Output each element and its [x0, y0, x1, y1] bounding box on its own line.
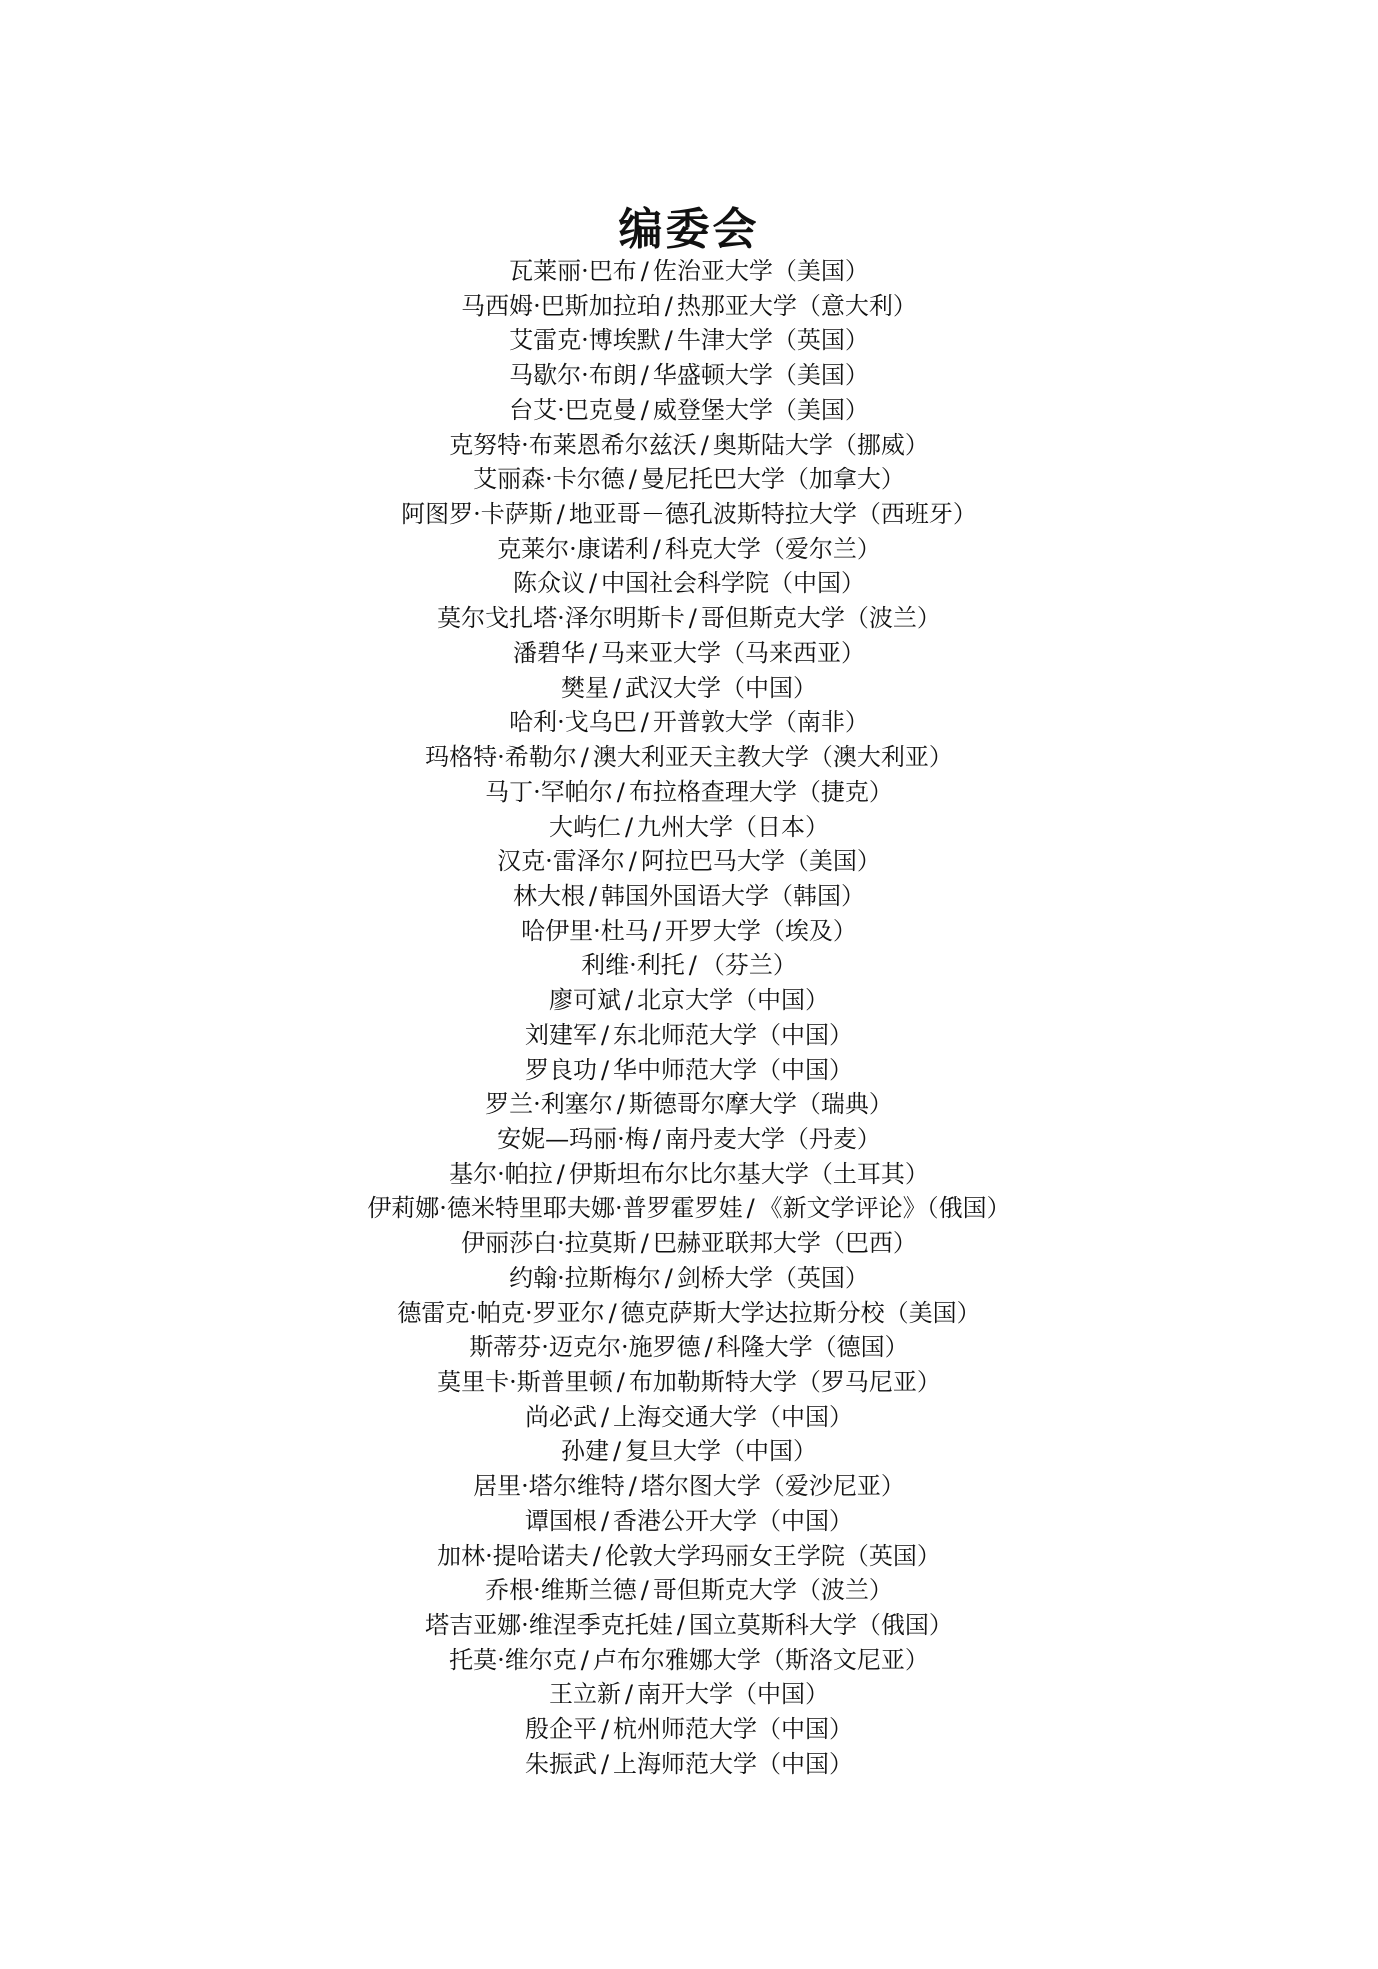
- member-affiliation: 澳大利亚天主教大学（澳大利亚）: [592, 743, 953, 772]
- member-name: 台艾·巴克曼: [509, 395, 637, 424]
- list-item: [0, 1608, 1378, 1643]
- member-name: 莫尔戈扎塔·泽尔明斯卡: [437, 604, 685, 633]
- member-name: 加林·提哈诺夫: [437, 1541, 589, 1570]
- member-affiliation: 剑桥大学（英国）: [676, 1263, 869, 1292]
- member-name: 罗兰·利塞尔: [485, 1090, 613, 1119]
- separator: /: [664, 291, 673, 320]
- member-affiliation: 奥斯陆大学（挪威）: [712, 430, 929, 459]
- list-item: [0, 1261, 1378, 1296]
- list-item: [0, 566, 1378, 601]
- separator: /: [676, 1611, 685, 1640]
- list-item: [0, 1677, 1378, 1712]
- member-affiliation: 武汉大学（中国）: [625, 673, 818, 702]
- member-name: 哈伊里·杜马: [521, 916, 649, 945]
- separator: /: [640, 257, 649, 285]
- list-item: [0, 1573, 1378, 1608]
- list-item: [0, 358, 1378, 393]
- list-item: [0, 1643, 1378, 1678]
- separator: /: [588, 881, 598, 910]
- member-name: 殷企平: [524, 1715, 597, 1744]
- member-affiliation: 伦敦大学玛丽女王学院（英国）: [604, 1541, 941, 1570]
- member-affiliation: 布加勒斯特大学（罗马尼亚）: [628, 1368, 941, 1396]
- separator: /: [640, 1229, 649, 1258]
- separator: /: [664, 326, 673, 355]
- list-item: [0, 775, 1378, 810]
- member-affiliation: 科隆大学（德国）: [716, 1333, 909, 1362]
- member-affiliation: 巴赫亚联邦大学（巴西）: [652, 1229, 917, 1258]
- member-name: 马歇尔·布朗: [509, 361, 637, 390]
- member-affiliation: 南丹麦大学（丹麦）: [664, 1124, 881, 1153]
- list-item: [0, 497, 1378, 532]
- member-affiliation: 斯德哥尔摩大学（瑞典）: [628, 1090, 893, 1119]
- member-name: 约翰·拉斯梅尔: [509, 1263, 661, 1292]
- separator: /: [664, 1263, 673, 1292]
- list-item: [0, 289, 1378, 324]
- separator: /: [556, 1159, 565, 1188]
- member-affiliation: 国立莫斯科大学（俄国）: [688, 1611, 953, 1640]
- member-name: 克莱尔·康诺利: [497, 534, 649, 563]
- list-item: [0, 844, 1378, 879]
- member-name: 马西姆·巴斯加拉珀: [461, 291, 661, 320]
- member-name: 谭国根: [524, 1506, 597, 1535]
- member-name: 瓦莱丽·巴布: [509, 257, 637, 285]
- member-affiliation: 德克萨斯大学达拉斯分校（美国）: [620, 1298, 981, 1327]
- member-affiliation: 曼尼托巴大学（加拿大）: [640, 465, 905, 494]
- list-item: [0, 254, 1378, 289]
- list-item: [0, 1712, 1378, 1747]
- member-affiliation: 复旦大学（中国）: [625, 1437, 818, 1466]
- list-item: [0, 1053, 1378, 1088]
- member-name: 克努特·布莱恩希尔兹沃: [449, 430, 697, 459]
- separator: /: [624, 1680, 634, 1709]
- separator: /: [688, 604, 697, 633]
- list-item: [0, 462, 1378, 497]
- separator: /: [556, 500, 565, 529]
- list-item: [0, 1087, 1378, 1122]
- separator: /: [704, 1333, 713, 1362]
- member-affiliation: 东北师范大学（中国）: [613, 1020, 854, 1049]
- list-item: [0, 1539, 1378, 1574]
- member-affiliation: 布拉格查理大学（捷克）: [628, 777, 893, 806]
- separator: /: [588, 638, 598, 667]
- member-name: 托莫·维尔克: [449, 1645, 577, 1674]
- list-item: [0, 1122, 1378, 1157]
- list-item: [0, 1330, 1378, 1365]
- separator: /: [608, 1298, 617, 1327]
- separator: /: [628, 465, 637, 494]
- member-name: 陈众议: [512, 569, 585, 598]
- member-name: 樊星: [560, 673, 609, 702]
- member-name: 廖可斌: [548, 986, 621, 1015]
- list-item: [0, 1469, 1378, 1504]
- member-affiliation: 华中师范大学（中国）: [613, 1055, 854, 1084]
- member-name: 王立新: [548, 1680, 621, 1709]
- editorial-board-list: [0, 254, 1378, 1782]
- separator: /: [600, 1506, 610, 1535]
- list-item: [0, 1400, 1378, 1435]
- list-item: [0, 914, 1378, 949]
- member-name: 利维·利托: [581, 951, 685, 980]
- separator: /: [640, 1576, 649, 1605]
- list-item: [0, 393, 1378, 428]
- member-affiliation: 马来亚大学（马来西亚）: [601, 638, 866, 667]
- member-affiliation: 开罗大学（埃及）: [664, 916, 857, 945]
- member-name: 伊莉娜·德米特里耶夫娜·普罗霍罗娃: [367, 1194, 743, 1223]
- member-affiliation: 北京大学（中国）: [637, 986, 830, 1015]
- member-name: 汉克·雷泽尔: [497, 847, 625, 876]
- member-affiliation: 卢布尔雅娜大学（斯洛文尼亚）: [592, 1645, 929, 1674]
- separator: /: [628, 1472, 637, 1501]
- member-name: 大屿仁: [548, 812, 621, 841]
- list-item: [0, 601, 1378, 636]
- list-item: [0, 532, 1378, 567]
- list-item: [0, 705, 1378, 740]
- member-name: 尚必武: [524, 1402, 597, 1431]
- separator: /: [616, 1090, 625, 1119]
- member-name: 乔根·维斯兰德: [485, 1576, 637, 1605]
- member-affiliation: 南开大学（中国）: [637, 1680, 830, 1709]
- member-name: 塔吉亚娜·维涅季克托娃: [425, 1611, 673, 1640]
- separator: /: [580, 743, 589, 772]
- separator: /: [652, 1124, 661, 1153]
- separator: /: [652, 916, 661, 945]
- separator: /: [640, 708, 649, 737]
- separator: /: [600, 1715, 610, 1744]
- member-affiliation: 地亚哥－德孔波斯特拉大学（西班牙）: [568, 500, 977, 529]
- member-affiliation: 伊斯坦布尔比尔基大学（土耳其）: [568, 1159, 929, 1188]
- separator: /: [640, 395, 649, 424]
- member-affiliation: 哥但斯克大学（波兰）: [652, 1576, 893, 1605]
- list-item: [0, 1365, 1378, 1400]
- member-name: 潘碧华: [512, 638, 585, 667]
- member-affiliation: 香港公开大学（中国）: [613, 1506, 854, 1535]
- list-item: [0, 428, 1378, 463]
- separator: /: [652, 534, 661, 563]
- list-item: [0, 1296, 1378, 1331]
- member-affiliation: 华盛顿大学（美国）: [652, 361, 869, 390]
- member-affiliation: 上海交通大学（中国）: [613, 1402, 854, 1431]
- member-name: 基尔·帕拉: [449, 1159, 553, 1188]
- member-name: 孙建: [560, 1437, 609, 1466]
- member-name: 林大根: [512, 881, 585, 910]
- member-name: 德雷克·帕克·罗亚尔: [397, 1298, 605, 1327]
- member-affiliation: 九州大学（日本）: [637, 812, 830, 841]
- member-affiliation: 开普敦大学（南非）: [652, 708, 869, 737]
- list-item: [0, 810, 1378, 845]
- separator: /: [624, 812, 634, 841]
- member-affiliation: 牛津大学（英国）: [676, 326, 869, 355]
- separator: /: [580, 1645, 589, 1674]
- member-name: 安妮—玛丽·梅: [497, 1124, 649, 1153]
- separator: /: [612, 673, 622, 702]
- member-name: 罗良功: [524, 1055, 597, 1084]
- separator: /: [600, 1749, 610, 1778]
- list-item: [0, 1504, 1378, 1539]
- member-affiliation: 佐治亚大学（美国）: [652, 257, 869, 285]
- list-item: [0, 983, 1378, 1018]
- list-item: [0, 323, 1378, 358]
- member-name: 居里·塔尔维特: [473, 1472, 625, 1501]
- list-item: [0, 1434, 1378, 1469]
- member-name: 阿图罗·卡萨斯: [401, 500, 553, 529]
- member-name: 哈利·戈乌巴: [509, 708, 637, 737]
- member-affiliation: 韩国外国语大学（韩国）: [601, 881, 866, 910]
- member-name: 马丁·罕帕尔: [485, 777, 613, 806]
- list-item: [0, 636, 1378, 671]
- list-item: [0, 1018, 1378, 1053]
- separator: /: [688, 951, 697, 980]
- member-name: 艾丽森·卡尔德: [473, 465, 625, 494]
- list-item: [0, 879, 1378, 914]
- list-item: [0, 740, 1378, 775]
- separator: /: [624, 986, 634, 1015]
- list-item: [0, 1191, 1378, 1226]
- separator: /: [700, 430, 709, 459]
- member-name: 刘建军: [524, 1020, 597, 1049]
- member-affiliation: 杭州师范大学（中国）: [613, 1715, 854, 1744]
- member-affiliation: 《新文学评论》（俄国）: [758, 1194, 1011, 1223]
- member-affiliation: （芬兰）: [700, 951, 797, 980]
- separator: /: [612, 1437, 622, 1466]
- member-name: 玛格特·希勒尔: [425, 743, 577, 772]
- list-item: [0, 1157, 1378, 1192]
- member-affiliation: 阿拉巴马大学（美国）: [640, 847, 881, 876]
- member-name: 艾雷克·博埃默: [509, 326, 661, 355]
- list-item: [0, 1747, 1378, 1782]
- list-item: [0, 1226, 1378, 1261]
- separator: /: [628, 847, 637, 876]
- member-name: 斯蒂芬·迈克尔·施罗德: [469, 1333, 701, 1362]
- separator: /: [588, 569, 598, 598]
- member-affiliation: 威登堡大学（美国）: [652, 395, 869, 424]
- member-affiliation: 科克大学（爱尔兰）: [664, 534, 881, 563]
- member-affiliation: 塔尔图大学（爱沙尼亚）: [640, 1472, 905, 1501]
- member-affiliation: 上海师范大学（中国）: [613, 1749, 854, 1778]
- list-item: [0, 671, 1378, 706]
- separator: /: [640, 361, 649, 390]
- separator: /: [600, 1055, 610, 1084]
- separator: /: [600, 1402, 610, 1431]
- list-item: [0, 948, 1378, 983]
- member-name: 伊丽莎白·拉莫斯: [461, 1229, 637, 1258]
- member-affiliation: 哥但斯克大学（波兰）: [700, 604, 941, 633]
- page-title: 编委会: [618, 204, 760, 256]
- member-name: 朱振武: [524, 1749, 597, 1778]
- separator: /: [746, 1194, 755, 1223]
- member-affiliation: 中国社会科学院（中国）: [601, 569, 866, 598]
- member-affiliation: 热那亚大学（意大利）: [676, 291, 917, 320]
- separator: /: [600, 1020, 610, 1049]
- separator: /: [616, 1368, 625, 1396]
- member-name: 莫里卡·斯普里顿: [437, 1368, 613, 1396]
- separator: /: [616, 777, 625, 806]
- separator: /: [592, 1541, 601, 1570]
